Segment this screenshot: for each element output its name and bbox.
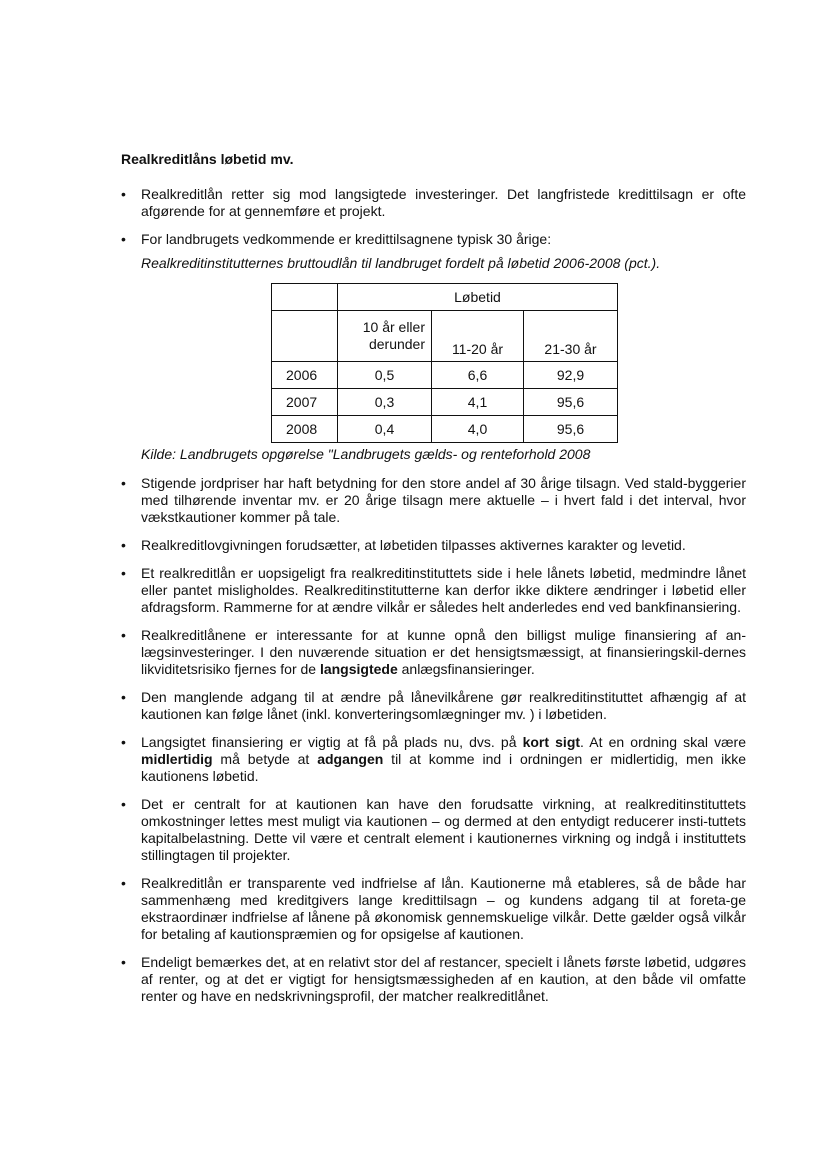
list-item [121, 565, 746, 616]
row-year: 2006 [272, 362, 338, 389]
paragraph-text: må betyde at [212, 751, 318, 767]
table-cell: 4,1 [432, 389, 524, 416]
bullet-icon: • [121, 875, 126, 891]
bullet-icon: • [121, 565, 126, 581]
table-group-header: Løbetid [338, 284, 618, 311]
table-row [272, 416, 618, 443]
row-year: 2008 [272, 416, 338, 443]
paragraph-text: Realkreditlån er transparente ved indfrielse af lån. Kautionerne må etableres, så de både har sammenhæng med kreditgivers lange kredittilsagn – og kundens adgang til at foreta-ge ekstraordinær indfrielse af lånene på økonomisk gennemskuelige vilkår. Dette gælder også vilkår for betaling af kautionspræmien og for opsigelse af kautionen. [141, 875, 746, 942]
paragraph-text: Realkreditlån retter sig mod langsigtede investeringer. Det langfristede kredittilsagn er ofte afgørende for at gennemføre et projekt. [141, 186, 746, 219]
emphasis-text: langsigtede [319, 661, 398, 677]
paragraph-text: For landbrugets vedkommende er kredittilsagnene typisk 30 årige: [141, 231, 552, 247]
paragraph-text: Stigende jordpriser har haft betydning for den store andel af 30 årige tilsagn. Ved stald-byggerier med tilhørende inventar mv. er 20 årige tilsagn mere aktuelle – i hvert fald i det interval, hvor vækstkautioner kommer på tale. [141, 475, 746, 525]
list-item [121, 231, 746, 272]
list-item [121, 537, 746, 554]
bullet-icon: • [121, 231, 126, 247]
table-cell: 4,0 [432, 416, 524, 443]
paragraph-text: anlægsfinansieringer. [397, 661, 535, 677]
document-title: Realkreditlåns løbetid mv. [121, 151, 294, 167]
column-header: 11-20 år [432, 311, 524, 362]
list-item [121, 689, 746, 723]
paragraph-text: Et realkreditlån er uopsigeligt fra realkreditinstituttets side i hele lånets løbetid, medmindre lånet eller pantet misligholdes. Realkreditinstitutterne kan derfor ikke diktere ændringer i løbetid eller afdragsform. Rammerne for at ændre vilkår er således helt anderledes end ved bankfinansiering. [141, 565, 746, 615]
list-item [121, 627, 746, 678]
list-item [121, 734, 746, 785]
loan-term-table [271, 283, 618, 443]
bullet-icon: • [121, 954, 126, 970]
table-cell: 95,6 [524, 416, 618, 443]
emphasis-text: midlertidig [141, 751, 213, 767]
bullet-icon: • [121, 627, 126, 643]
table-row [272, 389, 618, 416]
table-cell: 95,6 [524, 389, 618, 416]
list-item [121, 875, 746, 943]
paragraph-text: Realkreditlovgivningen forudsætter, at løbetiden tilpasses aktivernes karakter og levetid. [141, 537, 686, 553]
table-cell: 92,9 [524, 362, 618, 389]
bullet-icon: • [121, 734, 126, 750]
bullet-list [121, 186, 746, 272]
table-cell: 6,6 [432, 362, 524, 389]
table-subtitle: Realkreditinstitutternes bruttoudlån til landbruget fordelt på løbetid 2006-2008 (pct.). [141, 255, 661, 271]
paragraph-text: Realkreditlånene er interessante for at kunne opnå den billigst mulige finansiering af an-lægsinvesteringer. I den nuværende situation er det hensigtsmæssigt, at finansieringskil-dernes likviditetsrisiko fjernes for de [141, 627, 746, 677]
paragraph-text: Endeligt bemærkes det, at en relativt stor del af restancer, specielt i lånets første løbetid, udgøres af renter, og at det er vigtigt for hensigtsmæssigheden af en kaution, at den både vil omfatte renter og have en nedskrivningsprofil, der matcher realkreditlånet. [141, 954, 746, 1004]
table-row [272, 362, 618, 389]
bullet-icon: • [121, 186, 126, 202]
paragraph-text: Langsigtet finansiering er vigtig at få på plads nu, dvs. på [141, 734, 523, 750]
emphasis-text: kort sigt [522, 734, 581, 750]
list-item [121, 186, 746, 220]
column-header: 10 år eller derunder [338, 311, 432, 362]
paragraph-text: . At en ordning skal være [580, 734, 746, 750]
table-cell: 0,3 [338, 389, 432, 416]
bullet-icon: • [121, 796, 126, 812]
table-cell: 0,4 [338, 416, 432, 443]
table-corner-cell [272, 311, 338, 362]
list-item [121, 475, 746, 526]
table-corner-cell [272, 284, 338, 311]
paragraph-text: til at komme ind i ordningen er midlertidig, men ikke kautionens løbetid. [141, 751, 746, 784]
table-source: Kilde: Landbrugets opgørelse "Landbrugets gælds- og renteforhold 2008 [141, 446, 591, 462]
bullet-icon: • [121, 475, 126, 491]
list-item [121, 954, 746, 1005]
list-item [121, 796, 746, 864]
bullet-icon: • [121, 689, 126, 705]
paragraph-text: Det er centralt for at kautionen kan have den forudsatte virkning, at realkreditinstituttets omkostninger lettes mest muligt via kautionen – og dermed at den entydigt reducerer insti-tuttets kapitalbelastning. Dette vil være et centralt element i kautionernes virkning og indgå i instituttets stillingtagen til projekter. [141, 796, 746, 863]
bullet-icon: • [121, 537, 126, 553]
row-year: 2007 [272, 389, 338, 416]
bullet-list [121, 475, 746, 1005]
paragraph-text: Den manglende adgang til at ændre på lånevilkårene gør realkreditinstituttet afhængig af at kautionen kan følge lånet (inkl. konverteringsomlægninger mv. ) i løbetiden. [141, 689, 746, 722]
document-page [121, 150, 746, 1016]
table-cell: 0,5 [338, 362, 432, 389]
emphasis-text: adgangen [317, 751, 384, 767]
column-header: 21-30 år [524, 311, 618, 362]
